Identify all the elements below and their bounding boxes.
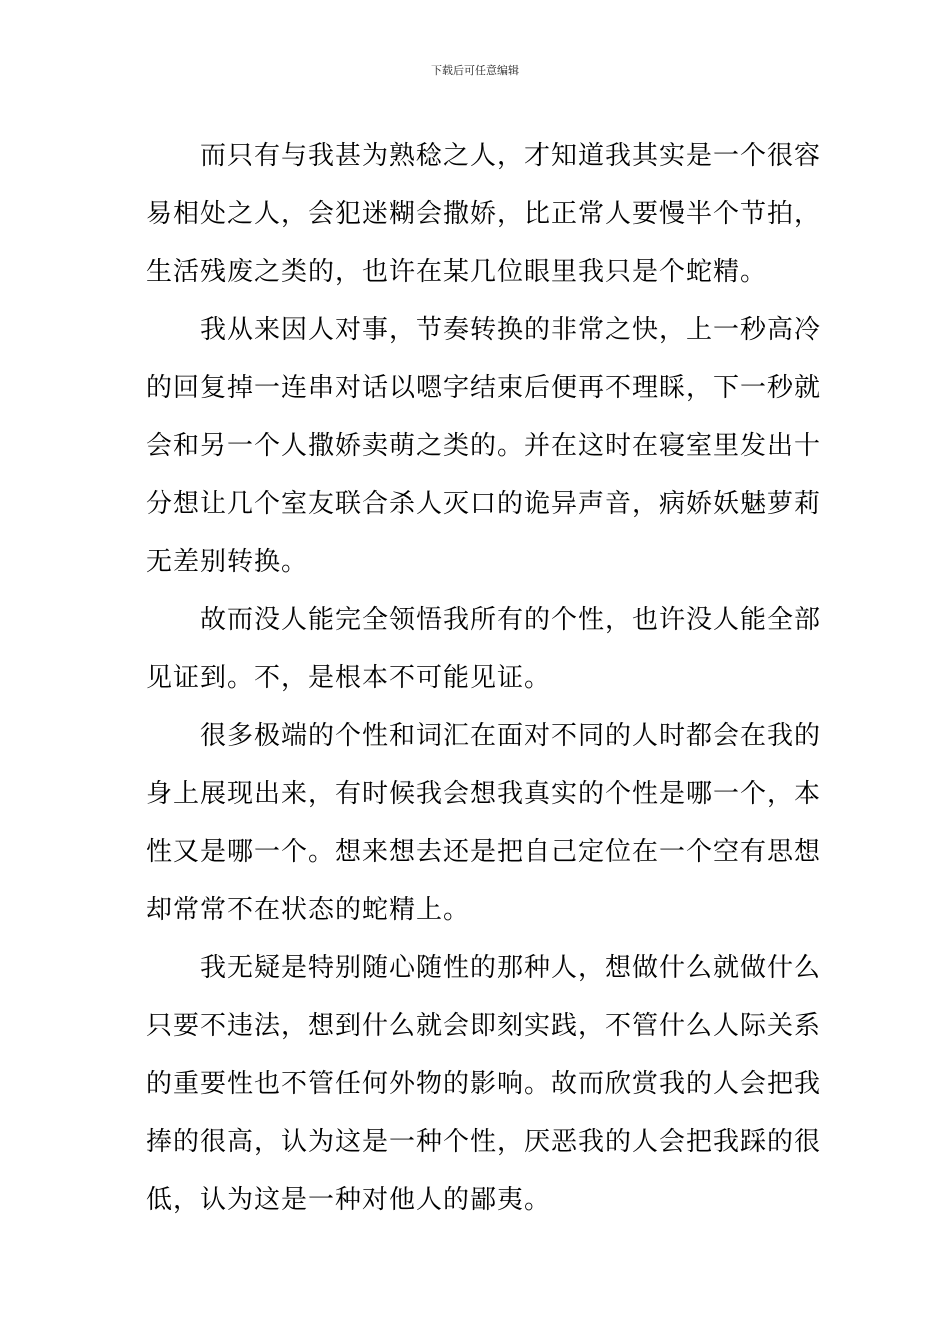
paragraph-line: 而只有与我甚为熟稔之人，才知道我其实是一个很容 <box>200 141 822 171</box>
paragraph <box>146 310 822 582</box>
paragraph-line: 生活残废之类的，也许在某几位眼里我只是个蛇精。 <box>146 257 768 287</box>
paragraph-line: 性又是哪一个。想来想去还是把自己定位在一个空有思想 <box>146 837 822 867</box>
paragraph-line: 的重要性也不管任何外物的影响。故而欣赏我的人会把我 <box>146 1069 822 1099</box>
paragraph-line: 无差别转换。 <box>146 547 309 577</box>
paragraph-line: 却常常不在状态的蛇精上。 <box>146 895 471 925</box>
paragraph-line: 很多极端的个性和词汇在面对不同的人时都会在我的 <box>200 721 822 751</box>
paragraph-line: 低，认为这是一种对他人的鄙夷。 <box>146 1185 552 1215</box>
paragraph-line: 会和另一个人撒娇卖萌之类的。并在这时在寝室里发出十 <box>146 431 822 461</box>
paragraph-line: 故而没人能完全领悟我所有的个性，也许没人能全部 <box>200 605 822 635</box>
paragraph <box>146 948 822 1220</box>
paragraph-line: 易相处之人，会犯迷糊会撒娇，比正常人要慢半个节拍， <box>146 199 822 229</box>
paragraph <box>146 716 822 930</box>
document-body <box>146 136 822 1220</box>
paragraph-line: 捧的很高，认为这是一种个性，厌恶我的人会把我踩的很 <box>146 1127 822 1157</box>
paragraph-line: 身上展现出来，有时候我会想我真实的个性是哪一个，本 <box>146 779 822 809</box>
page-header: 下载后可任意编辑 <box>431 64 519 77</box>
paragraph-line: 的回复掉一连串对话以嗯字结束后便再不理睬，下一秒就 <box>146 373 822 403</box>
paragraph-line: 只要不违法，想到什么就会即刻实践，不管什么人际关系 <box>146 1011 822 1041</box>
paragraph <box>146 136 822 292</box>
paragraph <box>146 600 822 698</box>
paragraph-line: 分想让几个室友联合杀人灭口的诡异声音，病娇妖魅萝莉 <box>146 489 822 519</box>
paragraph-line: 见证到。不，是根本不可能见证。 <box>146 663 552 693</box>
paragraph-line: 我从来因人对事，节奏转换的非常之快，上一秒高冷 <box>200 315 822 345</box>
paragraph-line: 我无疑是特别随心随性的那种人，想做什么就做什么 <box>200 953 822 983</box>
